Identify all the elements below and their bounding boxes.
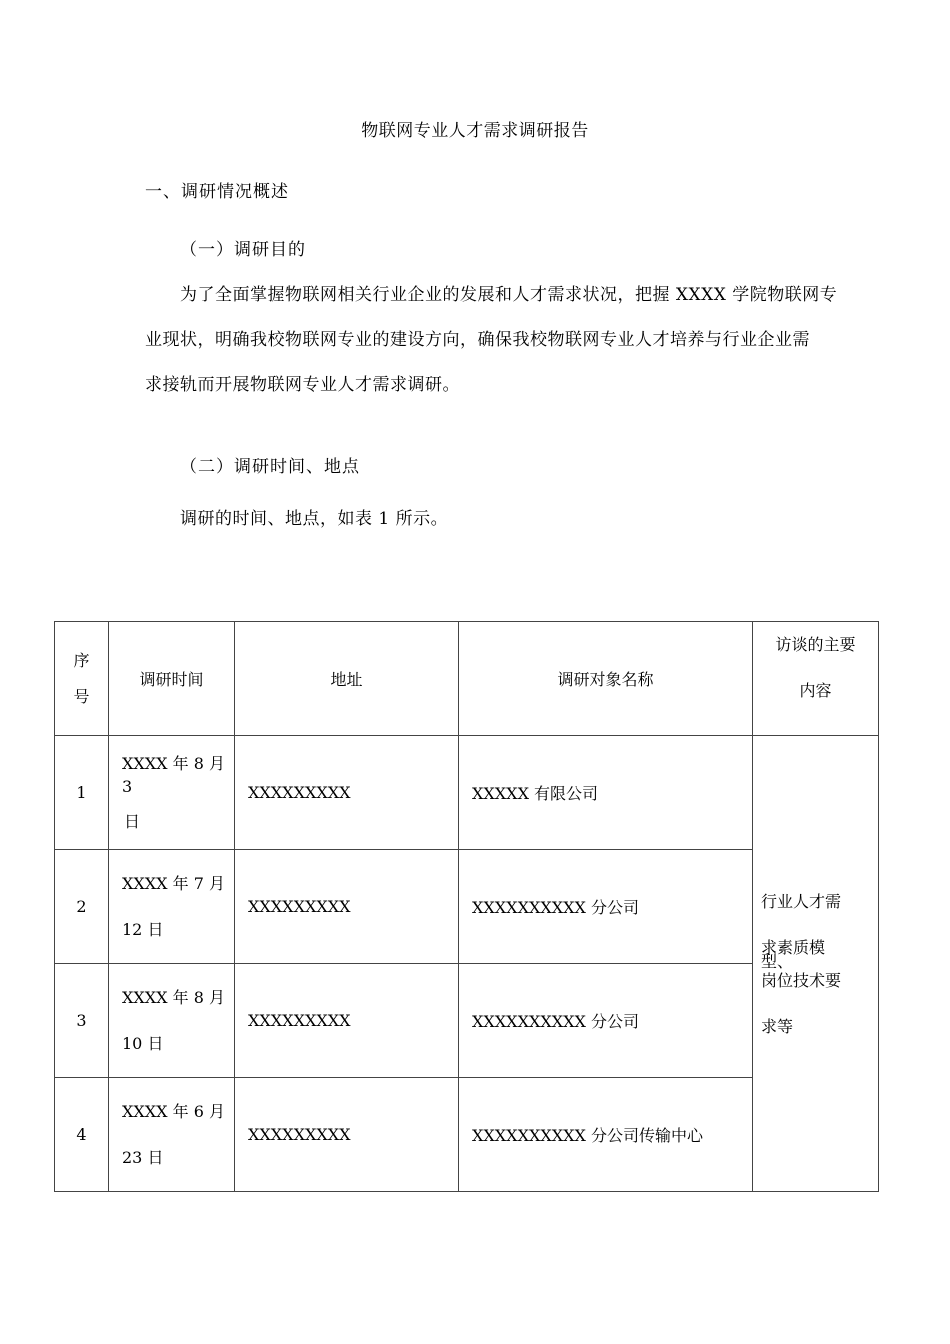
row-date: XXXX 年 8 月 3 日 — [109, 736, 235, 850]
survey-table — [54, 621, 879, 1192]
row-date: XXXX 年 7 月 12 日 — [109, 850, 235, 964]
row-seq: 1 — [55, 736, 109, 850]
row-address: XXXXXXXXX — [235, 850, 459, 964]
time-place-paragraph — [145, 497, 880, 542]
row-date: XXXX 年 6 月 23 日 — [109, 1078, 235, 1192]
document-title: 物联网专业人才需求调研报告 — [361, 121, 589, 141]
row-seq: 4 — [55, 1078, 109, 1192]
row-seq: 2 — [55, 850, 109, 964]
table-header-row — [55, 622, 879, 736]
header-seq: 序 号 — [55, 622, 109, 736]
subsection-heading-time-place: （二）调研时间、地点 — [180, 457, 360, 477]
purpose-line-1: 为了全面掌握物联网相关行业企业的发展和人才需求状况，把握 XXXX 学院物联网专 — [180, 285, 838, 305]
row-address: XXXXXXXXX — [235, 964, 459, 1078]
section-heading-overview: 一、调研情况概述 — [145, 182, 289, 202]
row-seq: 3 — [55, 964, 109, 1078]
header-time: 调研时间 — [109, 622, 235, 736]
purpose-line-3: 求接轨而开展物联网专业人才需求调研。 — [145, 375, 460, 395]
row-target: XXXXXXXXXX 分公司 — [459, 850, 753, 964]
row-target: XXXXX 有限公司 — [459, 736, 753, 850]
row-target: XXXXXXXXXX 分公司 — [459, 964, 753, 1078]
header-topic: 访谈的主要 内容 — [753, 622, 879, 736]
table-row — [55, 736, 879, 850]
row-address: XXXXXXXXX — [235, 1078, 459, 1192]
header-target: 调研对象名称 — [459, 622, 753, 736]
purpose-paragraph — [145, 273, 880, 408]
interview-topic-cell: 行业人才需 求素质模 型、 岗位技术要 求等 — [753, 736, 879, 1192]
header-address: 地址 — [235, 622, 459, 736]
row-target: XXXXXXXXXX 分公司传输中心 — [459, 1078, 753, 1192]
subsection-heading-purpose: （一）调研目的 — [180, 240, 306, 260]
row-date: XXXX 年 8 月 10 日 — [109, 964, 235, 1078]
purpose-line-2: 业现状，明确我校物联网专业的建设方向，确保我校物联网专业人才培养与行业企业需 — [145, 330, 810, 350]
row-address: XXXXXXXXX — [235, 736, 459, 850]
time-place-line: 调研的时间、地点，如表 1 所示。 — [180, 509, 449, 529]
